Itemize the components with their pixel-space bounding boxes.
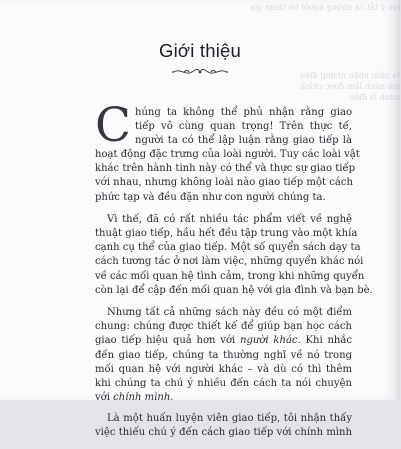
paragraph-3 — [95, 306, 352, 405]
text-line: chung: chúng được thiết kế để giúp bạn học cách — [95, 321, 352, 333]
text-span: với — [95, 391, 110, 403]
text-line: về các mối quan hệ tình cảm, trong khi những quyển — [95, 270, 365, 282]
paragraph-4 — [95, 412, 352, 440]
paragraph-1 — [95, 98, 360, 205]
text-line: Nhưng tất cả những sách này đều có một điểm — [107, 307, 352, 319]
text-line: Là một huấn luyện viên giao tiếp, tôi nhận thấy — [107, 412, 352, 424]
text-span: Khi nhắc — [300, 335, 353, 347]
text-line: người ta có thể lập luận rằng giao tiếp là — [134, 135, 352, 147]
text-line: phức tạp và đều đặn như con người chúng ta. — [95, 191, 326, 203]
bleed-through-text: ta nhìn nhận những điều mà mình làm được chính mình là điều — [300, 71, 400, 102]
text-line: đến giao tiếp, chúng ta thường nghĩ về nó trong — [95, 349, 352, 361]
text-line: Vì thế, đã có rất nhiều tác phẩm viết về nghệ — [107, 214, 352, 226]
italic-phrase: người khác. — [240, 335, 301, 347]
text-line: còn lại để cập đến mối quan hệ với gia đình và bạn bè. — [95, 284, 373, 296]
text-line: với nhau, nhưng không loài nào giao tiếp một cách — [95, 177, 353, 189]
text-line: mối quan hệ với người khác – và dù có thì thêm — [95, 363, 352, 375]
text-line: khác trên hành tinh này có thể và thực sự giao tiếp — [95, 163, 356, 175]
text-line — [95, 334, 352, 348]
text-line: thuật giao tiếp, hầu hết đều tập trung vào một khía — [95, 228, 358, 240]
italic-phrase: chính mình. — [113, 391, 174, 403]
paragraph-2 — [95, 213, 373, 298]
text-line: tiếp vô cùng quan trọng! Trên thực tế, — [134, 121, 352, 133]
bleed-through-text: lưu ý tất cả những người tới tham gia — [250, 3, 401, 12]
text-line: khi chúng ta chú ý nhiều đến cách ta nói chuyện — [95, 377, 352, 389]
text-line: cách tương tác ở nơi làm việc, những quyển khác nói — [95, 256, 364, 268]
text-line: húng ta không thể phủ nhận rằng giao — [134, 107, 352, 118]
text-line: việc thiếu chú ý đến cách giao tiếp với chính mình — [95, 426, 352, 438]
chapter-title: Giới thiệu — [159, 40, 241, 61]
body-text — [95, 98, 373, 449]
text-line — [95, 391, 352, 405]
drop-cap: C — [95, 98, 131, 153]
text-line: cạnh cụ thể của giao tiếp. Một số quyển sách dạy ta — [95, 242, 361, 254]
flourish-ornament-icon — [170, 67, 230, 77]
text-span: giao tiếp hiệu quả hơn với — [95, 335, 236, 347]
text-line: hoạt động đặc trưng của loài người. Tuy các loài vật — [95, 149, 360, 161]
